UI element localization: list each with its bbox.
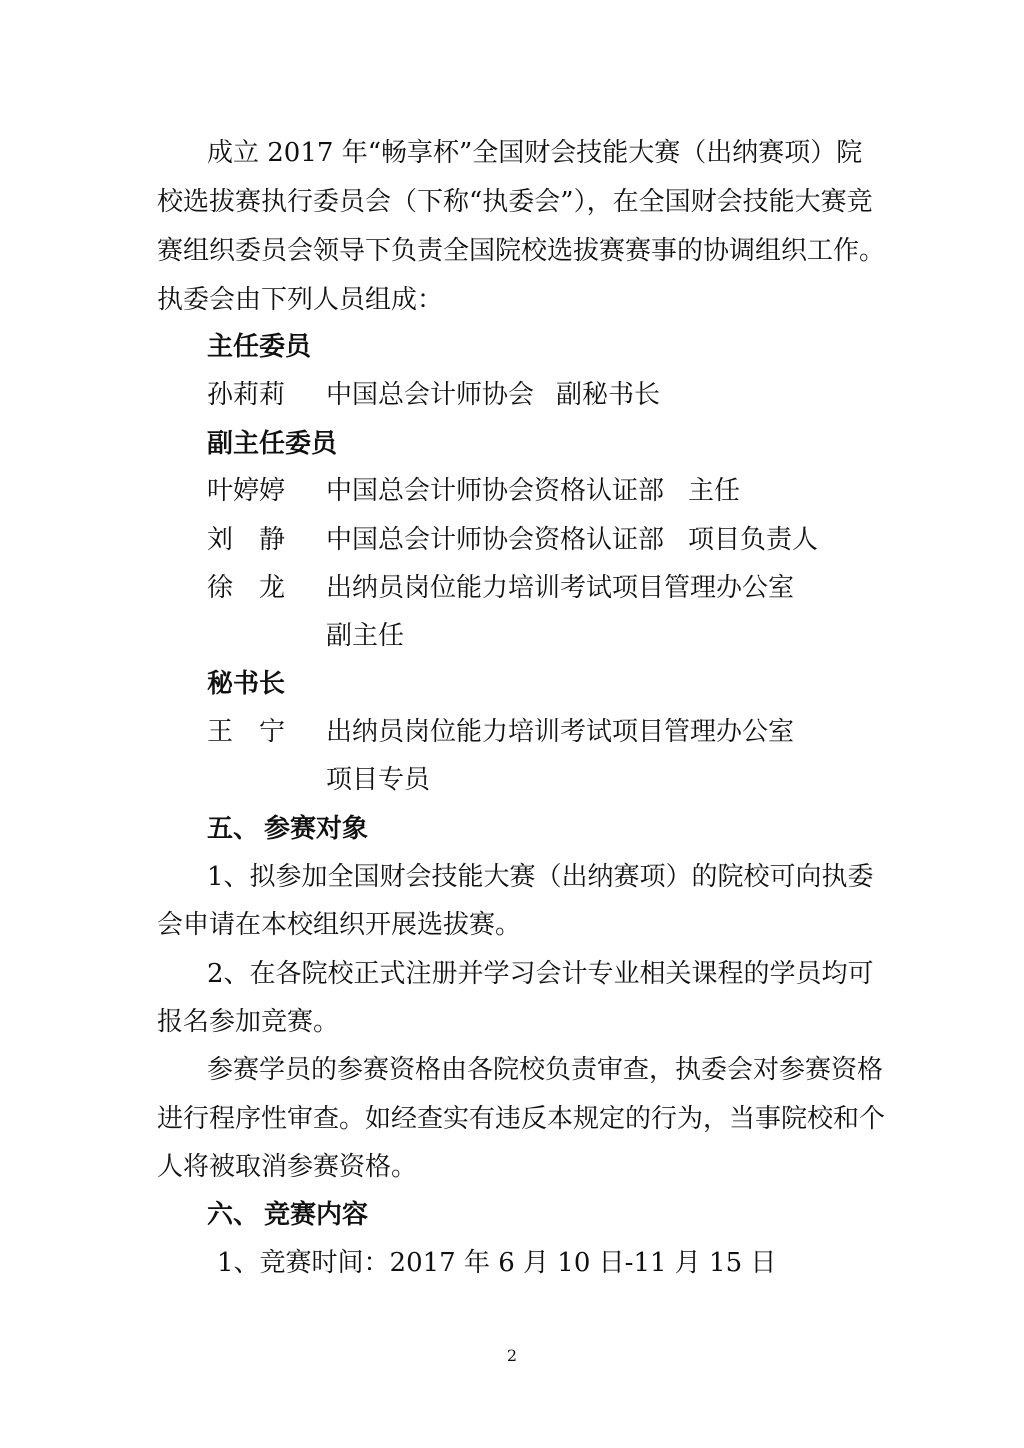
vice-member-title: 副主任 <box>326 621 405 651</box>
vice-member-org: 出纳员岗位能力培训考试项目管理办公室 <box>326 573 795 603</box>
intro-line-2: 校选拔赛执行委员会（下称“执委会”），在全国财会技能大赛竞 <box>157 187 873 217</box>
director-heading: 主任委员 <box>207 332 312 362</box>
section-6-number: 六、 <box>207 1200 260 1230</box>
section-5-item-2-line-2: 报名参加竞赛。 <box>157 1007 340 1037</box>
section-5-paragraph-line-1: 参赛学员的参赛资格由各院校负责审查，执委会对参赛资格 <box>207 1055 884 1085</box>
section-5-paragraph-line-2: 进行程序性审查。如经查实有违反本规定的行为，当事院校和个 <box>157 1104 886 1134</box>
vice-member-name: 徐 龙 <box>207 573 286 603</box>
section-5-item-2-line-1: 2、在各院校正式注册并学习会计专业相关课程的学员均可 <box>207 959 874 989</box>
intro-line-1: 成立 2017 年“畅享杯”全国财会技能大赛（出纳赛项）院 <box>207 138 863 168</box>
vice-member-org: 中国总会计师协会资格认证部 <box>326 525 665 555</box>
section-6-item-1: 1、竞赛时间：2017 年 6 月 10 日-11 月 15 日 <box>217 1248 777 1278</box>
director-org: 中国总会计师协会 <box>326 380 535 410</box>
vice-member-title: 项目负责人 <box>688 525 819 555</box>
section-5-item-1-line-1: 1、拟参加全国财会技能大赛（出纳赛项）的院校可向执委 <box>207 862 874 892</box>
secretary-heading: 秘书长 <box>207 669 286 699</box>
section-5-paragraph-line-3: 人将被取消参赛资格。 <box>157 1152 418 1182</box>
vice-member-name: 叶婷婷 <box>207 476 286 506</box>
section-6-title: 竞赛内容 <box>264 1200 369 1230</box>
intro-line-4: 执委会由下列人员组成： <box>157 285 444 315</box>
vice-member-name: 刘 静 <box>207 525 286 555</box>
intro-line-3: 赛组织委员会领导下负责全国院校选拔赛赛事的协调组织工作。 <box>157 236 886 266</box>
director-name: 孙莉莉 <box>207 380 286 410</box>
page-number: 2 <box>506 1346 518 1365</box>
director-title: 副秘书长 <box>556 380 661 410</box>
section-5-title: 参赛对象 <box>264 814 369 844</box>
vice-director-heading: 副主任委员 <box>207 429 338 459</box>
secretary-title: 项目专员 <box>326 765 431 795</box>
section-5-number: 五、 <box>207 814 260 844</box>
vice-member-org: 中国总会计师协会资格认证部 <box>326 476 665 506</box>
section-5-item-1-line-2: 会申请在本校组织开展选拔赛。 <box>157 910 522 940</box>
vice-member-title: 主任 <box>688 476 741 506</box>
secretary-name: 王 宁 <box>207 717 286 747</box>
secretary-org: 出纳员岗位能力培训考试项目管理办公室 <box>326 717 795 747</box>
